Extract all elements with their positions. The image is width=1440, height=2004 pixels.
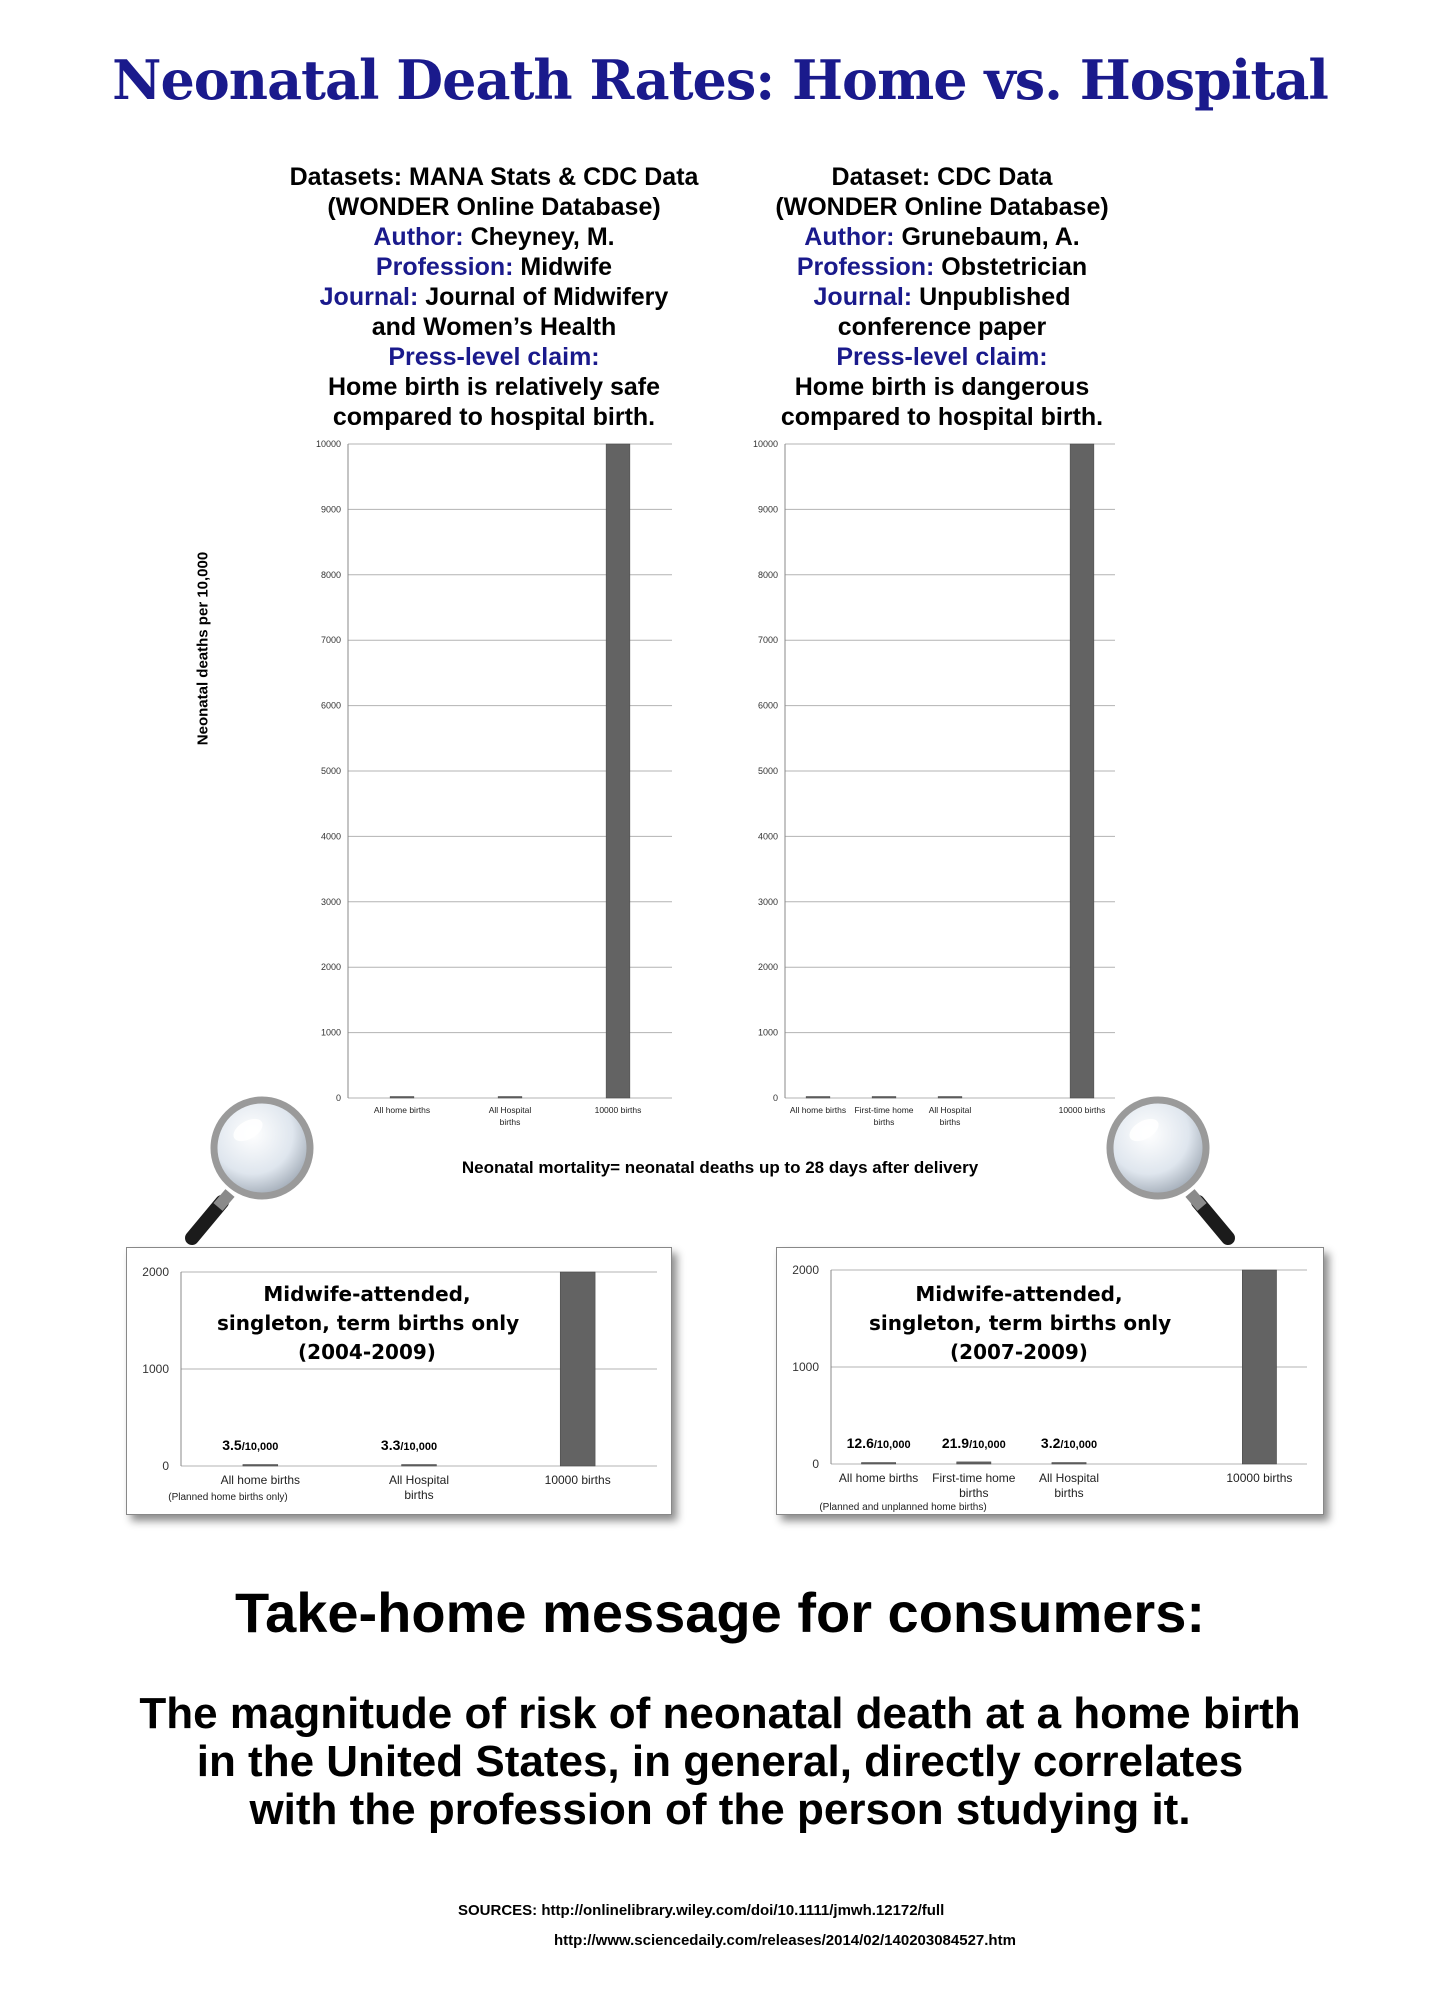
data-label xyxy=(222,1437,278,1453)
x-tick-label: All home births xyxy=(789,1105,847,1115)
x-tick-label: All Hospital xyxy=(388,1473,450,1487)
y-tick-label: 4000 xyxy=(320,831,341,842)
bar xyxy=(498,1097,522,1099)
left-profession-label: Profession: xyxy=(375,253,514,281)
zoom-left-subtitle-line-1: Midwife-attended, xyxy=(263,1282,471,1306)
magnifying-glass-icon xyxy=(1100,1090,1240,1250)
bar xyxy=(806,1097,830,1099)
right-claim-line-1: Home birth is dangerous xyxy=(794,373,1090,401)
data-label-unit: /10,000 xyxy=(241,1441,279,1453)
x-tick-label: All home births xyxy=(220,1473,301,1487)
y-tick-label: 1000 xyxy=(757,1027,778,1038)
y-tick-label: 4000 xyxy=(757,831,778,842)
right-claim-line-2: compared to hospital birth. xyxy=(780,403,1104,431)
x-tick-label: All Hospital xyxy=(928,1105,972,1115)
category-note: (Planned home births only) xyxy=(168,1492,288,1503)
y-tick-label: 2000 xyxy=(757,962,778,973)
right-author xyxy=(722,222,1162,252)
main-chart-left xyxy=(300,440,700,1140)
zoom-panel-left xyxy=(126,1247,672,1515)
y-tick-label: 2000 xyxy=(320,962,341,973)
main-chart-right xyxy=(745,440,1125,1140)
left-study-info xyxy=(264,162,724,432)
bar xyxy=(243,1465,278,1467)
sources-label: SOURCES: xyxy=(458,1902,538,1919)
right-author-value: Grunebaum, A. xyxy=(901,223,1080,251)
bar xyxy=(861,1463,895,1465)
data-label-unit: /10,000 xyxy=(873,1439,911,1451)
zoom-left-subtitle-line-3: (2004-2009) xyxy=(298,1340,436,1364)
y-tick-label: 1000 xyxy=(142,1362,169,1376)
bar xyxy=(402,1465,437,1467)
left-claim-label: Press-level claim: xyxy=(388,343,600,371)
zoom-right-subtitle-line-3: (2007-2009) xyxy=(950,1340,1088,1364)
left-journal-value-1: Journal of Midwifery xyxy=(425,283,669,311)
zoom-right-subtitle xyxy=(869,1280,1172,1367)
left-author-label: Author: xyxy=(373,223,464,251)
data-label-unit: /10,000 xyxy=(969,1439,1006,1451)
left-journal-label: Journal: xyxy=(319,283,419,311)
x-tick-label: All Hospital xyxy=(1038,1471,1100,1485)
left-profession-value: Midwife xyxy=(520,253,613,281)
y-axis-label: Neonatal deaths per 10,000 xyxy=(194,551,212,746)
x-tick-label: All home births xyxy=(373,1105,431,1115)
right-study-info xyxy=(722,162,1162,432)
x-tick-label: First-time home xyxy=(854,1105,914,1115)
y-tick-label: 3000 xyxy=(757,896,778,907)
right-journal-label: Journal: xyxy=(813,283,913,311)
y-tick-label: 2000 xyxy=(142,1265,169,1279)
x-tick-label: 10000 births xyxy=(1058,1105,1106,1115)
category-note: (Planned and unplanned home births) xyxy=(819,1502,987,1513)
y-tick-label: 6000 xyxy=(320,700,341,711)
left-claim-line-2: compared to hospital birth. xyxy=(332,403,656,431)
right-author-label: Author: xyxy=(804,223,895,251)
y-tick-label: 0 xyxy=(335,1093,341,1103)
x-tick-label: All Hospital xyxy=(488,1105,532,1115)
right-dataset-line-2: (WONDER Online Database) xyxy=(775,193,1109,221)
x-tick-label: 10000 births xyxy=(1226,1471,1293,1485)
data-label-value: 3.2 xyxy=(1040,1435,1061,1451)
message-line-1: The magnitude of risk of neonatal death at a home birth xyxy=(139,1689,1301,1738)
data-label xyxy=(942,1435,1006,1451)
x-tick-label: births xyxy=(499,1117,521,1127)
zoom-right-subtitle-line-1: Midwife-attended, xyxy=(915,1282,1123,1306)
message-line-2: in the United States, in general, directly correlates xyxy=(196,1737,1244,1786)
right-journal-line-2: conference paper xyxy=(837,313,1047,341)
bar xyxy=(1070,444,1094,1098)
right-journal xyxy=(722,282,1162,312)
right-dataset-line-1: Dataset: CDC Data xyxy=(831,163,1053,191)
y-tick-label: 0 xyxy=(772,1093,778,1103)
x-tick-label: 10000 births xyxy=(594,1105,642,1115)
right-profession-value: Obstetrician xyxy=(941,253,1088,281)
data-label-unit: /10,000 xyxy=(400,1441,438,1453)
zoom-left-subtitle xyxy=(217,1280,520,1367)
left-dataset-line-1: Datasets: MANA Stats & CDC Data xyxy=(289,163,699,191)
x-tick-label: All home births xyxy=(838,1471,919,1485)
bar xyxy=(390,1097,414,1099)
bar xyxy=(957,1462,991,1464)
left-claim-line-1: Home birth is relatively safe xyxy=(327,373,661,401)
y-tick-label: 8000 xyxy=(757,569,778,580)
magnifying-glass-icon xyxy=(180,1090,320,1250)
y-tick-label: 3000 xyxy=(320,896,341,907)
y-tick-label: 5000 xyxy=(757,766,778,776)
sources xyxy=(458,1896,1016,1956)
y-tick-label: 6000 xyxy=(757,700,778,711)
data-label-value: 21.9 xyxy=(941,1435,970,1451)
x-tick-label: births xyxy=(939,1117,961,1127)
bar xyxy=(872,1097,896,1099)
left-profession xyxy=(264,252,724,282)
source-link-1[interactable]: http://onlinelibrary.wiley.com/doi/10.1111/jmwh.12172/full xyxy=(541,1902,945,1919)
data-label xyxy=(847,1435,911,1451)
bar xyxy=(1242,1270,1276,1464)
x-tick-label: births xyxy=(959,1486,989,1500)
data-label-value: 3.5 xyxy=(222,1437,242,1453)
message-line-3: with the profession of the person studying it. xyxy=(249,1785,1191,1834)
bar xyxy=(606,444,630,1098)
y-tick-label: 10000 xyxy=(315,440,341,449)
y-tick-label: 8000 xyxy=(320,569,341,580)
y-tick-label: 1000 xyxy=(320,1027,341,1038)
left-journal xyxy=(264,282,724,312)
y-tick-label: 7000 xyxy=(757,635,778,646)
left-author-value: Cheyney, M. xyxy=(470,223,615,251)
right-profession xyxy=(722,252,1162,282)
zoom-left-subtitle-line-2: singleton, term births only xyxy=(217,1311,520,1335)
data-label-value: 12.6 xyxy=(846,1435,874,1451)
left-author xyxy=(264,222,724,252)
y-tick-label: 9000 xyxy=(757,504,778,515)
x-tick-label: births xyxy=(873,1117,895,1127)
page-title: Neonatal Death Rates: Home vs. Hospital xyxy=(112,48,1328,112)
right-profession-label: Profession: xyxy=(796,253,935,281)
right-claim-label: Press-level claim: xyxy=(836,343,1048,371)
mortality-note: Neonatal mortality= neonatal deaths up to 28 days after delivery xyxy=(461,1158,979,1177)
y-tick-label: 2000 xyxy=(792,1263,819,1277)
source-link-2[interactable]: http://www.sciencedaily.com/releases/2014/02/140203084527.htm xyxy=(554,1932,1016,1949)
y-tick-label: 5000 xyxy=(320,766,341,776)
x-tick-label: births xyxy=(1054,1486,1084,1500)
x-tick-label: First-time home xyxy=(932,1471,1016,1485)
zoom-panel-right xyxy=(776,1247,1324,1515)
takehome-message xyxy=(0,1690,1440,1834)
data-label-unit: /10,000 xyxy=(1060,1439,1098,1451)
y-tick-label: 7000 xyxy=(320,635,341,646)
zoom-right-subtitle-line-2: singleton, term births only xyxy=(869,1311,1172,1335)
x-tick-label: 10000 births xyxy=(544,1473,611,1487)
y-tick-label: 0 xyxy=(812,1457,819,1471)
data-label xyxy=(381,1437,437,1453)
bar xyxy=(938,1097,962,1099)
bar xyxy=(560,1272,595,1466)
data-label xyxy=(1041,1435,1097,1451)
y-tick-label: 9000 xyxy=(320,504,341,515)
y-tick-label: 0 xyxy=(162,1459,169,1473)
right-journal-value-1: Unpublished xyxy=(919,283,1071,311)
y-tick-label: 1000 xyxy=(792,1360,819,1374)
data-label-value: 3.3 xyxy=(380,1437,401,1453)
y-tick-label: 10000 xyxy=(752,440,778,449)
x-tick-label: births xyxy=(404,1488,434,1502)
bar xyxy=(1052,1463,1086,1465)
left-journal-line-2: and Women’s Health xyxy=(371,313,617,341)
takehome-heading: Take-home message for consumers: xyxy=(235,1581,1205,1644)
left-dataset-line-2: (WONDER Online Database) xyxy=(327,193,661,221)
